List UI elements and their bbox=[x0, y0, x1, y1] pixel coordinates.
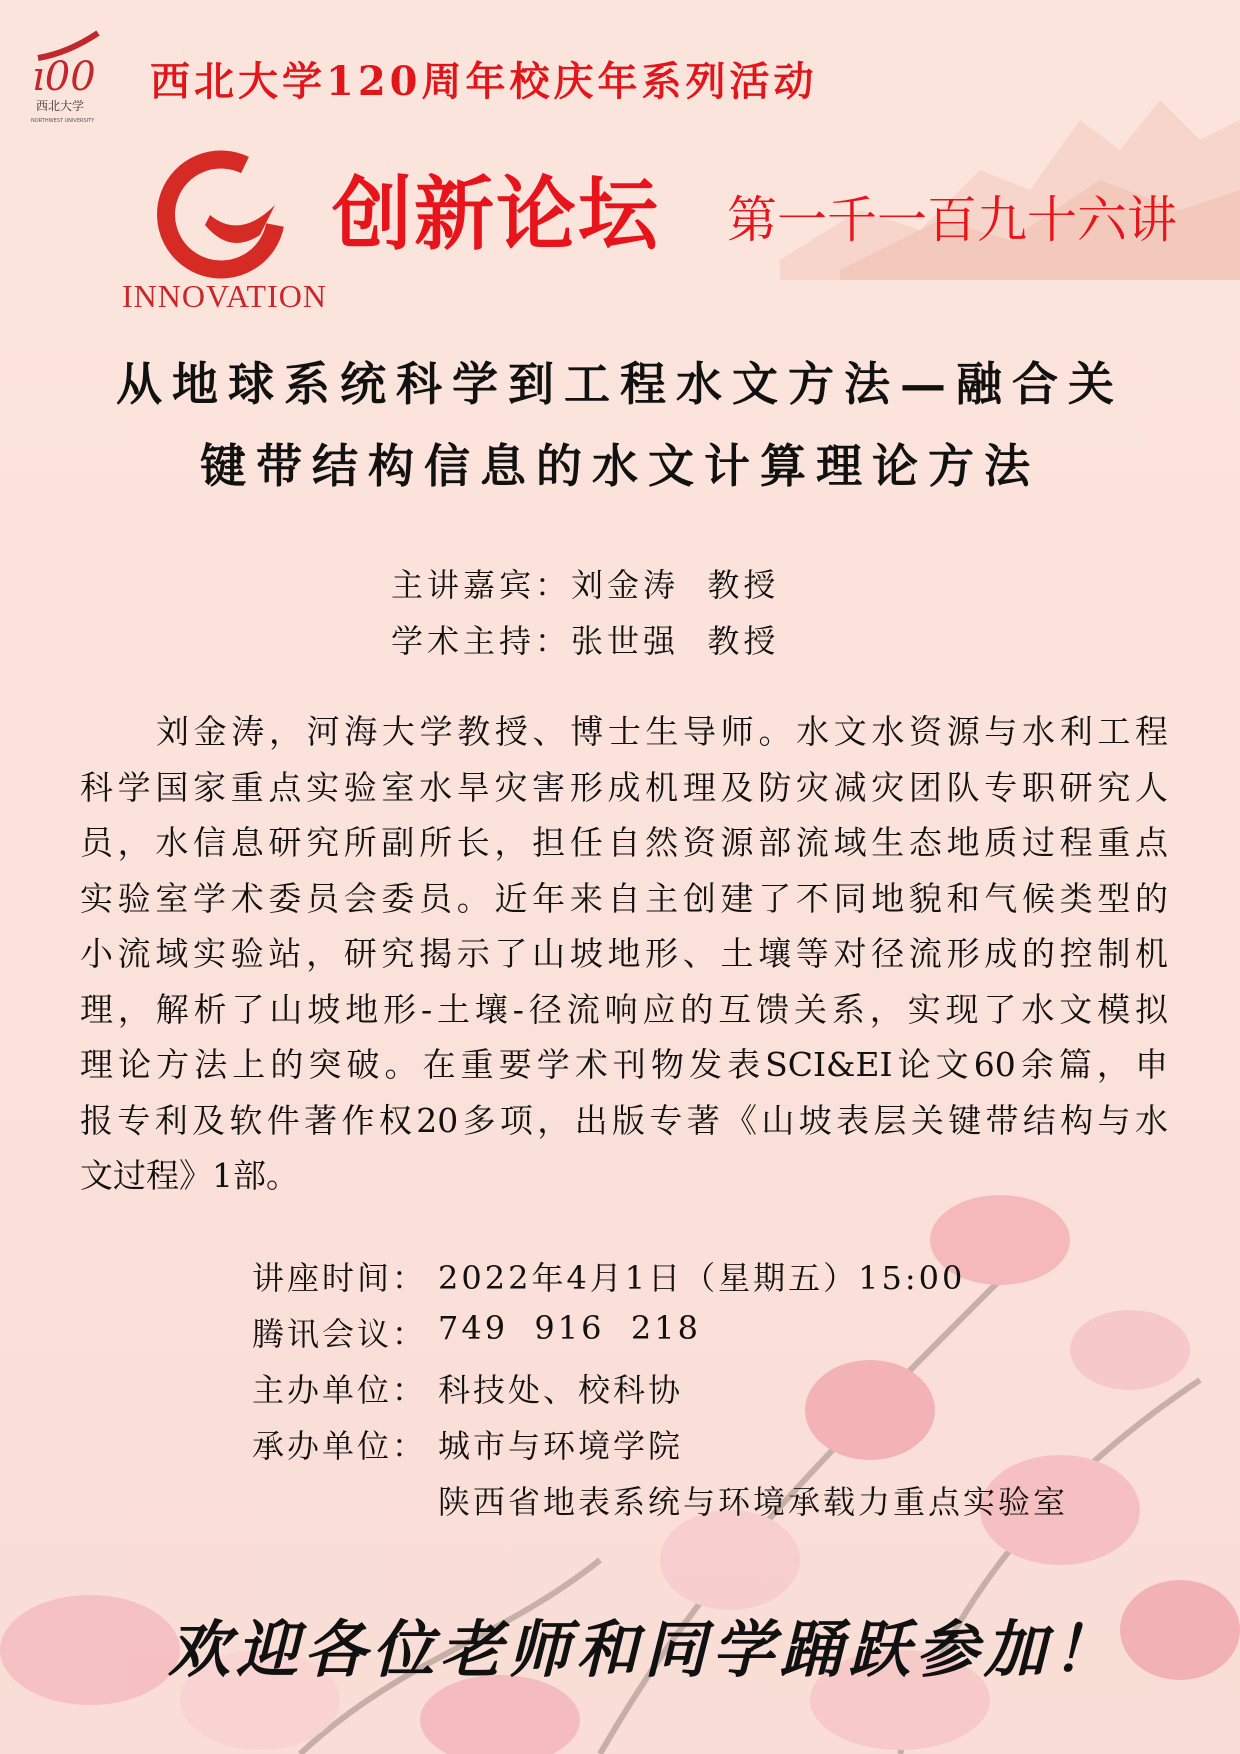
bio-line: 员，水信息研究所副所长，担任自然资源部流域生态地质过程重点 bbox=[80, 823, 1168, 862]
info-meeting bbox=[252, 1309, 701, 1355]
bio-line: 实验室学术委员会委员。近年来自主创建了不同地貌和气候类型的 bbox=[80, 878, 1168, 918]
host bbox=[391, 616, 779, 662]
bio-line: 小流域实验站，研究揭示了山坡地形、土壤等对径流形成的控制机 bbox=[80, 934, 1168, 973]
lecture-number: 第一千一百九十六讲 bbox=[727, 191, 1177, 249]
bio-line: 理论方法上的突破。在重要学术刊物发表SCI&EI论文60余篇，申 bbox=[80, 1045, 1168, 1084]
bio-line: 报专利及软件著作权20多项，出版专著《山坡表层关键带结构与水 bbox=[80, 1100, 1168, 1140]
info-value: 科技处、校科协 bbox=[438, 1371, 684, 1409]
info-time bbox=[252, 1253, 966, 1299]
university-120-anniversary-logo bbox=[28, 28, 114, 130]
speaker-bio bbox=[80, 708, 1168, 1208]
svg-text:ı00: ı00 bbox=[32, 54, 96, 100]
bio-line: 理，解析了山坡地形-土壤-径流响应的互馈关系，实现了水文模拟 bbox=[80, 989, 1168, 1029]
bio-line: 刘金涛，河海大学教授、博士生导师。水文水资源与水利工程 bbox=[156, 712, 1168, 751]
info-value: 城市与环境学院 bbox=[438, 1427, 684, 1465]
speaker bbox=[391, 560, 779, 606]
svg-text:NORTHWEST UNIVERSITY: NORTHWEST UNIVERSITY bbox=[31, 118, 95, 124]
series-header: 西北大学120周年校庆年系列活动 bbox=[150, 58, 818, 105]
info-label: 讲座时间： bbox=[252, 1259, 428, 1297]
welcome-message: 欢迎各位老师和同学踊跃参加！ bbox=[168, 1613, 1121, 1686]
info-value: 陕西省地表系统与环境承载力重点实验室 bbox=[438, 1483, 1069, 1521]
host-label: 学术主持： bbox=[391, 622, 572, 660]
innovation-logo-text: INNOVATION bbox=[122, 278, 327, 314]
info-coorganizer bbox=[252, 1421, 684, 1467]
info-label: 主办单位： bbox=[252, 1371, 428, 1409]
talk-title-line-2: 键带结构信息的水文计算理论方法 bbox=[200, 439, 1040, 493]
talk-title-line-1: 从地球系统科学到工程水文方法—融合关 bbox=[116, 357, 1124, 411]
info-label: 腾讯会议： bbox=[252, 1315, 428, 1353]
host-value: 张世强 教授 bbox=[571, 622, 780, 660]
svg-text:西北大学: 西北大学 bbox=[36, 99, 85, 113]
info-organizer bbox=[252, 1365, 684, 1411]
speaker-label: 主讲嘉宾： bbox=[391, 566, 572, 604]
forum-title: 创新论坛 bbox=[332, 168, 660, 261]
innovation-logo bbox=[150, 145, 290, 280]
bio-line: 文过程》1部。 bbox=[80, 1156, 299, 1195]
info-label: 承办单位： bbox=[252, 1427, 428, 1465]
info-value: 2022年4月1日（星期五）15:00 bbox=[438, 1259, 966, 1297]
info-value: 749 916 218 bbox=[438, 1309, 701, 1347]
bio-line: 科学国家重点实验室水旱灾害形成机理及防灾减灾团队专职研究人 bbox=[80, 767, 1168, 807]
speaker-value: 刘金涛 教授 bbox=[571, 566, 780, 604]
